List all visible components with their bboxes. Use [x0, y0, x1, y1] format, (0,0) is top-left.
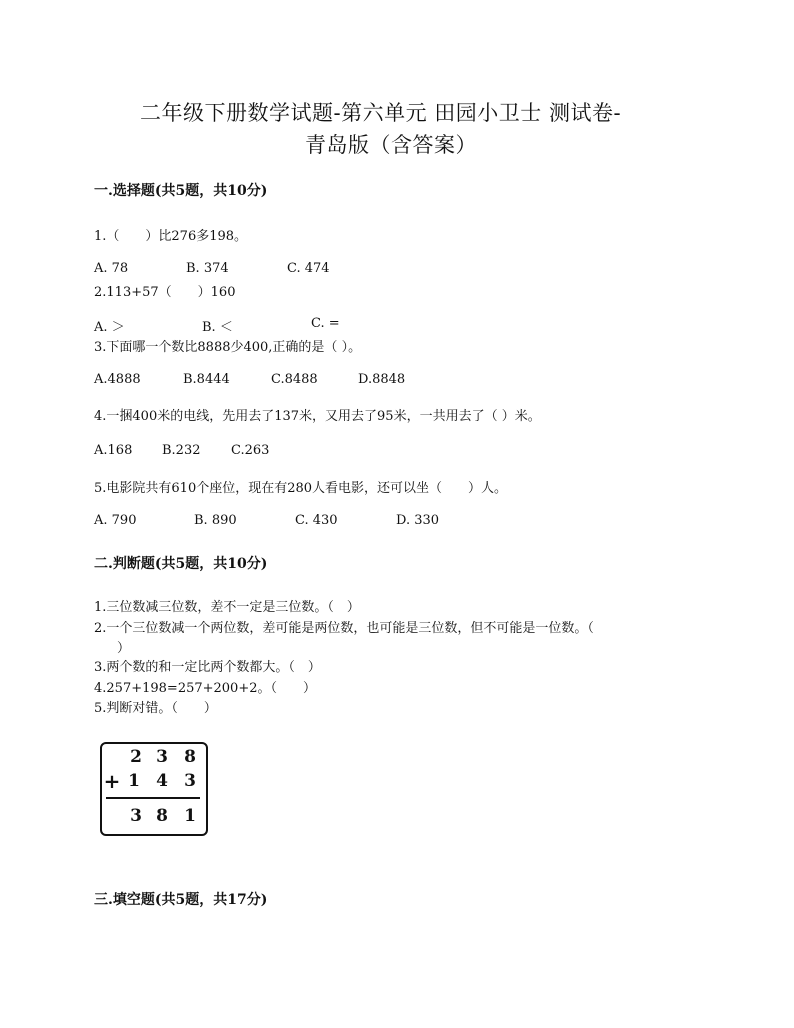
q4-option-a: A.168 — [94, 443, 133, 458]
q2-option-c: C. = — [311, 316, 340, 331]
sum-line — [106, 797, 200, 799]
q3-option-d: D.8848 — [358, 372, 406, 387]
calc-digit: 8 — [184, 747, 196, 767]
judgement-4: 4.257+198=257+200+2。（ ） — [94, 681, 316, 696]
question-4: 4.一捆400米的电线，先用去了137米，又用去了95米，一共用去了（ ）米。 — [94, 409, 541, 424]
judgement-3: 3.两个数的和一定比两个数都大。（ ） — [94, 660, 321, 675]
q1-option-a: A. 78 — [94, 261, 129, 276]
calc-digit: 1 — [184, 806, 196, 826]
judgement-2-cont: ） — [117, 641, 131, 656]
calc-digit: 3 — [184, 771, 196, 791]
q4-option-c: C.263 — [231, 443, 270, 458]
q3-option-c: C.8488 — [271, 372, 318, 387]
judgement-1: 1.三位数减三位数，差不一定是三位数。（ ） — [94, 600, 360, 615]
calc-addend-2 — [102, 771, 206, 795]
section-heading-choice: 一.选择题(共5题，共10分) — [94, 183, 268, 199]
question-2: 2.113+57（ ）160 — [94, 285, 236, 300]
doc-title-line1: 二年级下册数学试题-第六单元 田园小卫士 测试卷- — [140, 101, 622, 125]
q1-option-b: B. 374 — [186, 261, 229, 276]
calc-digit: 3 — [156, 747, 168, 767]
q4-option-b: B.232 — [162, 443, 201, 458]
section-heading-judgement: 二.判断题(共5题，共10分) — [94, 556, 268, 572]
q5-option-a: A. 790 — [94, 513, 137, 528]
q2-option-a: A. ＞ — [94, 320, 125, 335]
q2-option-b: B. ＜ — [202, 320, 233, 335]
calc-digit: 1 — [128, 771, 140, 791]
plus-sign: + — [103, 769, 121, 793]
q5-option-b: B. 890 — [194, 513, 237, 528]
section-heading-fill-blank: 三.填空题(共5题，共17分) — [94, 892, 268, 908]
question-5: 5.电影院共有610个座位，现在有280人看电影，还可以坐（ ）人。 — [94, 481, 508, 496]
q5-option-c: C. 430 — [295, 513, 338, 528]
calc-digit: 8 — [156, 806, 168, 826]
q3-option-a: A.4888 — [94, 372, 141, 387]
q1-option-c: C. 474 — [287, 261, 330, 276]
calc-digit: 3 — [130, 806, 142, 826]
judgement-5: 5.判断对错。（ ） — [94, 701, 217, 716]
vertical-addition-figure — [100, 742, 208, 836]
doc-title-line2: 青岛版（含答案） — [305, 133, 477, 157]
judgement-2: 2.一个三位数减一个两位数，差可能是两位数，也可能是三位数，但不可能是一位数。（ — [94, 621, 594, 636]
question-3: 3.下面哪一个数比8888少400,正确的是（ ）。 — [94, 340, 362, 355]
calc-digit: 4 — [156, 771, 168, 791]
calc-digit: 2 — [130, 747, 142, 767]
q5-option-d: D. 330 — [396, 513, 440, 528]
calc-result — [102, 806, 206, 830]
question-1: 1.（ ）比276多198。 — [94, 229, 248, 244]
calc-addend-1 — [102, 747, 206, 771]
q3-option-b: B.8444 — [183, 372, 230, 387]
